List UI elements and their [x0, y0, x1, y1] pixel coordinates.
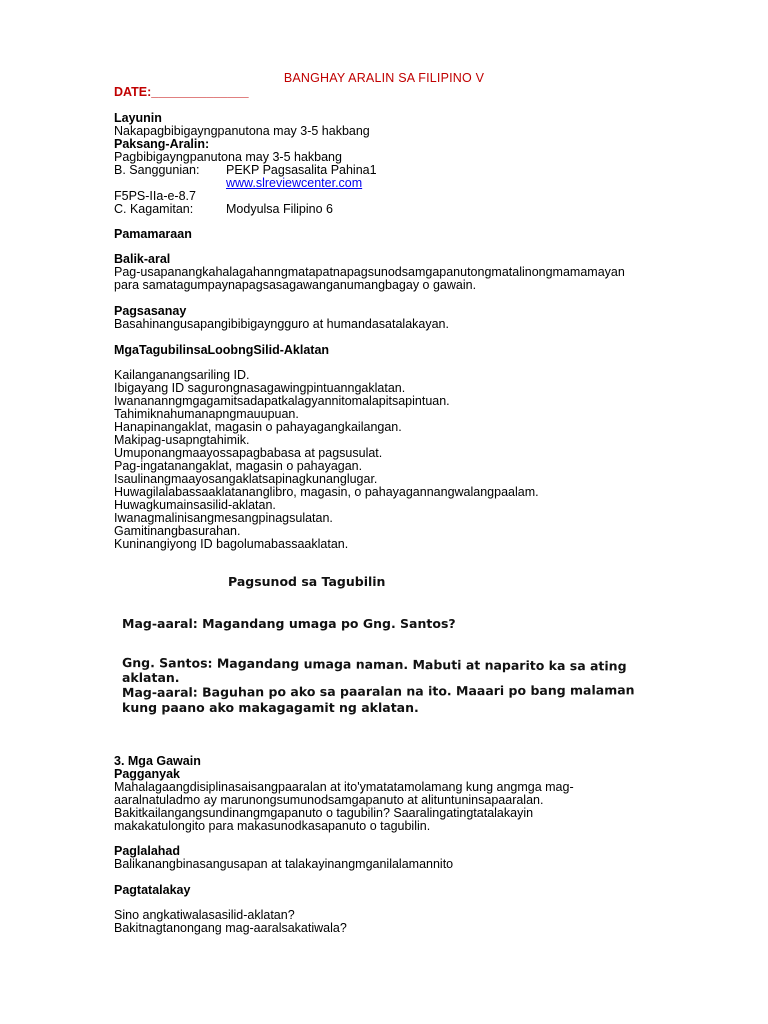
balik-aral-line: para samatagumpaynapagsasagawanganumangbagay o gawain.: [114, 278, 477, 292]
rule-item: Makipag-usapngtahimik.: [114, 433, 250, 447]
pamamaraan-heading: Pamamaraan: [114, 227, 192, 241]
kagamitan-value: Modyulsa Filipino 6: [226, 202, 333, 216]
rule-item: Umuponangmaayossapagbabasa at pagsusulat.: [114, 446, 383, 460]
rule-item: Isaulinangmaayosangaklatsapinagkunanglugar.: [114, 472, 378, 486]
pagganyak-line: aaralnatuladmo ay marunongsumunodsamgapanuto at alituntuninsapaaralan.: [114, 793, 544, 807]
rule-item: Kuninangiyong ID bagolumabassaaklatan.: [114, 537, 349, 551]
rule-item: Hanapinangaklat, magasin o pahayagangkailangan.: [114, 420, 402, 434]
dialogue-line: Mag-aaral: Magandang umaga po Gng. Santos?: [122, 616, 456, 631]
paksang-text: Pagbibigayngpanutona may 3-5 hakbang: [114, 150, 342, 164]
dialogue-line: aklatan.: [122, 670, 180, 685]
pagsasanay-heading: Pagsasanay: [114, 304, 187, 318]
rule-item: Huwagkumainsasilid-aklatan.: [114, 498, 276, 512]
pagganyak-line: Mahalagaangdisiplinasaisangpaaralan at ito'ymatatamolamang kung angmga mag-: [114, 780, 574, 794]
pagsasanay-text: Basahinangusapangibibigayngguro at humandasatalakayan.: [114, 317, 449, 331]
sanggunian-value: PEKP Pagsasalita Pahina1: [226, 163, 377, 177]
dialogue-title: Pagsunod sa Tagubilin: [228, 574, 386, 589]
dialogue-line: kung paano ako makagagamit ng aklatan.: [122, 700, 419, 715]
gawain-heading: 3. Mga Gawain: [114, 754, 201, 768]
dialogue-line: Mag-aaral: Baguhan po ako sa paaralan na ito. Maaari po bang malaman: [121, 682, 635, 700]
rule-item: Huwagilalabassaaklatananglibro, magasin, o pahayagannangwalangpaalam.: [114, 485, 539, 499]
rule-item: Kailanganangsariling ID.: [114, 368, 250, 382]
rule-item: Iwanagmalinisangmesangpinagsulatan.: [114, 511, 333, 525]
balik-aral-heading: Balik-aral: [114, 252, 171, 266]
rule-item: Pag-ingatanangaklat, magasin o pahayagan.: [114, 459, 363, 473]
date-field: DATE:______________: [114, 85, 249, 99]
paksang-heading: Paksang-Aralin:: [114, 137, 210, 151]
tagubilin-heading: MgaTagubilinsaLoobngSilid-Aklatan: [114, 343, 330, 357]
pagtatalakay-heading: Pagtatalakay: [114, 883, 191, 897]
document-title: BANGHAY ARALIN SA FILIPINO V: [283, 71, 485, 85]
balik-aral-line: Pag-usapanangkahalagahanngmatapatnapagsunodsamgapanutongmatalinongmamamayan: [114, 265, 625, 279]
paglalahad-heading: Paglalahad: [114, 844, 180, 858]
rule-item: Gamitinangbasurahan.: [114, 524, 241, 538]
rule-item: Ibigayang ID sagurongnasagawingpintuanngaklatan.: [114, 381, 406, 395]
rule-item: Iwanananngmgagamitsadapatkalagyannitomalapitsapintuan.: [114, 394, 450, 408]
reference-link[interactable]: www.slreviewcenter.com: [226, 176, 363, 190]
sanggunian-label: B. Sanggunian:: [114, 163, 200, 177]
pagganyak-line: makakatulongito para makasunodkasapanuto o tagubilin.: [114, 819, 431, 833]
dialogue-line: Gng. Santos: Magandang umaga naman. Mabuti at naparito ka sa ating: [121, 655, 627, 674]
layunin-heading: Layunin: [114, 111, 162, 125]
question-item: Sino angkatiwalasasilid-aklatan?: [114, 908, 295, 922]
layunin-text: Nakapagbibigayngpanutona may 3-5 hakbang: [114, 124, 370, 138]
pagganyak-heading: Pagganyak: [114, 767, 181, 781]
rule-item: Tahimiknahumanapngmauupuan.: [114, 407, 299, 421]
competency-code: F5PS-IIa-e-8.7: [114, 189, 196, 203]
pagganyak-line: Bakitkailangangsundinangmgapanuto o tagubilin? Saaralingatingtatalakayin: [114, 806, 534, 820]
paglalahad-text: Balikanangbinasangusapan at talakayinangmganilalamannito: [114, 857, 454, 871]
question-item: Bakitnagtanongang mag-aaralsakatiwala?: [114, 921, 347, 935]
kagamitan-label: C. Kagamitan:: [114, 202, 194, 216]
